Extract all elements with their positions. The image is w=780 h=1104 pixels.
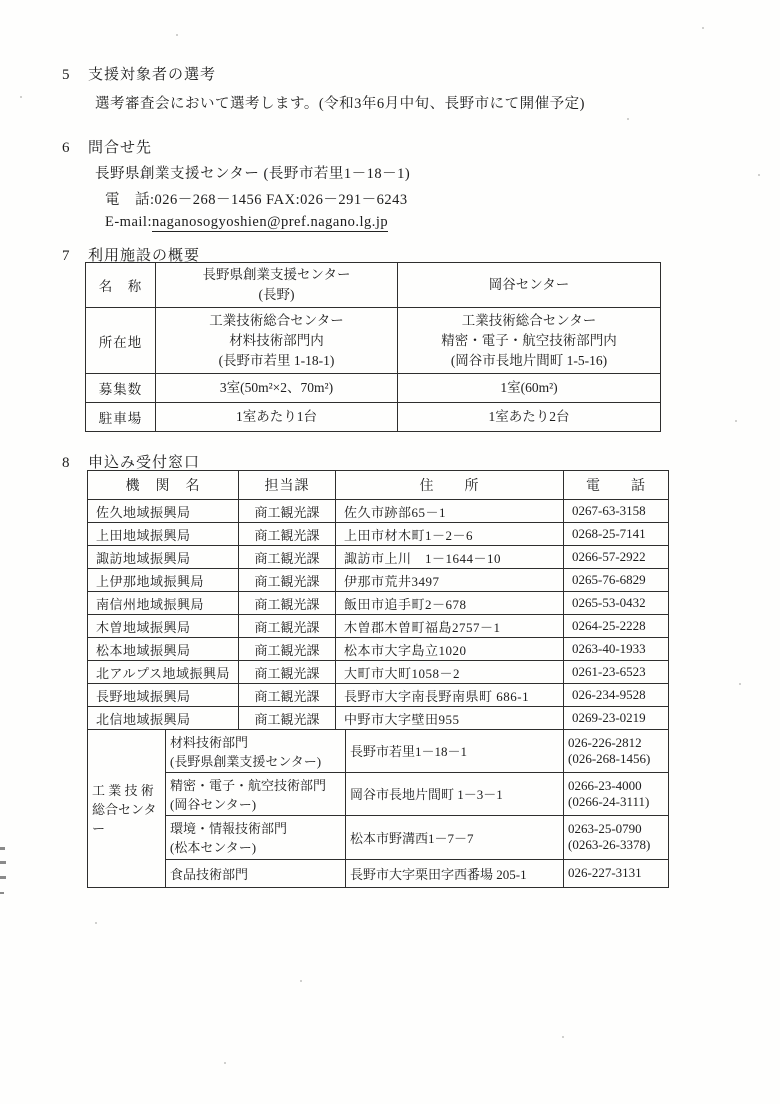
- addr-cell: 上田市材木町1－2－6: [336, 523, 564, 546]
- dept-cell: 商工観光課: [239, 546, 336, 569]
- facility-overview-table: [85, 262, 661, 432]
- section-selection: [62, 63, 585, 113]
- nagano-name-cell: [156, 263, 398, 308]
- table-row: [86, 403, 661, 432]
- section-6-number: 6: [62, 140, 71, 156]
- addr-cell: 長野市若里1－18－1: [346, 729, 564, 772]
- okaya-parking-cell: 1室あたり2台: [398, 403, 661, 432]
- addr-cell: 岡谷市長地片間町 1－3－1: [346, 772, 564, 815]
- tel-cell: 0269-23-0219: [564, 707, 669, 730]
- dept-cell: 商工観光課: [239, 707, 336, 730]
- section-8-heading: [62, 451, 200, 472]
- section-5-body: 選考審査会において選考します。(令和3年6月中旬、長野市にて開催予定): [95, 96, 585, 112]
- dept-cell: [166, 815, 346, 859]
- email-label: E-mail:: [105, 214, 152, 230]
- table-row: [86, 308, 661, 374]
- section-contact: [62, 136, 410, 231]
- tel-cell: 0261-23-6523: [564, 661, 669, 684]
- cell-line: 026-227-3131: [568, 865, 642, 880]
- org-cell: 北アルプス地域振興局: [88, 661, 239, 684]
- org-cell: 木曽地域振興局: [88, 615, 239, 638]
- dept-cell: 商工観光課: [239, 523, 336, 546]
- cell-line: (松本センター): [170, 840, 257, 855]
- org-cell: 松本地域振興局: [88, 638, 239, 661]
- tel-cell: 0266-57-2922: [564, 546, 669, 569]
- section-application: [62, 451, 200, 472]
- tel-cell: 0265-53-0432: [564, 592, 669, 615]
- dept-cell: 商工観光課: [239, 615, 336, 638]
- section-8-number: 8: [62, 455, 71, 471]
- cell-line: 材料技術部門: [170, 734, 249, 750]
- nagano-parking-cell: 1室あたり1台: [156, 403, 398, 432]
- tel-cell: 0264-25-2228: [564, 615, 669, 638]
- section-6-title: 問合せ先: [88, 140, 153, 156]
- table-row: [88, 523, 669, 546]
- section-8-title: 申込み受付窓口: [88, 455, 201, 471]
- facility-table: [85, 262, 661, 432]
- cell-line: 岡谷センター: [488, 277, 570, 292]
- table-row: [86, 374, 661, 403]
- cell-line: 工 業 技 術: [92, 782, 154, 798]
- section-7-title: 利用施設の概要: [88, 248, 201, 264]
- tel-cell: 0265-76-6829: [564, 569, 669, 592]
- tel-cell: [564, 729, 669, 772]
- table-row: [88, 638, 669, 661]
- group-label-cell: [88, 729, 166, 887]
- org-cell: 南信州地域振興局: [88, 592, 239, 615]
- table-row: [88, 592, 669, 615]
- addr-cell: 松本市大字島立1020: [336, 638, 564, 661]
- addr-cell: 伊那市荒井3497: [336, 569, 564, 592]
- table-row: [88, 729, 669, 772]
- dept-cell: [166, 729, 346, 772]
- section-6-heading: [62, 136, 410, 157]
- dept-cell: 商工観光課: [239, 684, 336, 707]
- tel-cell: 0268-25-7141: [564, 523, 669, 546]
- cell-line: ー: [92, 820, 106, 836]
- cell-line: 工業技術総合センター: [461, 312, 597, 328]
- col-header-org: 機 関 名: [88, 471, 239, 500]
- table-row: [88, 500, 669, 523]
- table-row: [88, 707, 669, 730]
- cell-line: 0266-23-4000: [568, 777, 642, 793]
- contact-email-line: [105, 214, 410, 231]
- cell-line: (0266-24-3111): [568, 793, 650, 809]
- col-header-tel: 電 話: [564, 471, 669, 500]
- cell-line: (長野県創業支援センター): [170, 753, 322, 769]
- col-header-addr: 住 所: [336, 471, 564, 500]
- table-row: [88, 546, 669, 569]
- nagano-rooms-cell: 3室(50m²×2、70m²): [156, 374, 398, 403]
- offices-table: [87, 470, 669, 730]
- tel-cell: 0267-63-3158: [564, 500, 669, 523]
- table-row: [88, 772, 669, 815]
- cell-line: (長野市若里 1-18-1): [218, 352, 335, 368]
- cell-line: (026-268-1456): [568, 750, 651, 766]
- section-5-title: 支援対象者の選考: [88, 67, 217, 83]
- row-label: 所在地: [86, 308, 156, 374]
- addr-cell: 佐久市跡部65－1: [336, 500, 564, 523]
- tel-cell: 0263-40-1933: [564, 638, 669, 661]
- addr-cell: 長野市大字南長野南県町 686-1: [336, 684, 564, 707]
- cell-line: 食品技術部門: [170, 866, 249, 882]
- org-cell: 上田地域振興局: [88, 523, 239, 546]
- cell-line: 工業技術総合センター: [209, 312, 344, 328]
- tech-center-subtable: [87, 729, 669, 888]
- cell-line: 精密・電子・航空技術部門内: [441, 332, 617, 348]
- table-row: [88, 661, 669, 684]
- dept-cell: 商工観光課: [239, 661, 336, 684]
- row-label: 駐車場: [86, 403, 156, 432]
- tel-cell: [564, 815, 669, 859]
- cell-line: (岡谷センター): [170, 796, 257, 812]
- okaya-name-cell: [398, 263, 661, 308]
- cell-line: 長野県創業支援センター: [202, 267, 351, 282]
- org-cell: 諏訪地域振興局: [88, 546, 239, 569]
- cell-line: (長野): [258, 287, 295, 302]
- row-label: 募集数: [86, 374, 156, 403]
- cell-line: 材料技術部門内: [229, 332, 324, 348]
- section-5-number: 5: [62, 67, 71, 83]
- nagano-address-cell: [156, 308, 398, 374]
- okaya-address-cell: [398, 308, 661, 374]
- email-address: naganosogyoshien@pref.nagano.lg.jp: [152, 214, 389, 230]
- addr-cell: 飯田市追手町2－678: [336, 592, 564, 615]
- addr-cell: 木曽郡木曽町福島2757－1: [336, 615, 564, 638]
- col-header-dept: 担当課: [239, 471, 336, 500]
- table-row: [88, 684, 669, 707]
- addr-cell: 松本市野溝西1－7－7: [346, 815, 564, 859]
- org-cell: 北信地域振興局: [88, 707, 239, 730]
- tel-cell: [564, 859, 669, 887]
- cell-line: 精密・電子・航空技術部門: [170, 777, 327, 793]
- cell-line: 0263-25-0790: [568, 821, 642, 836]
- org-cell: 長野地域振興局: [88, 684, 239, 707]
- table-row: [88, 569, 669, 592]
- dept-cell: 商工観光課: [239, 569, 336, 592]
- row-label: 名 称: [86, 263, 156, 308]
- addr-cell: 中野市大字壁田955: [336, 707, 564, 730]
- dept-cell: 商工観光課: [239, 592, 336, 615]
- tel-cell: [564, 772, 669, 815]
- cell-line: 環境・情報技術部門: [170, 821, 288, 836]
- cell-line: (岡谷市長地片間町 1-5-16): [450, 352, 608, 368]
- addr-cell: 諏訪市上川 1－1644－10: [336, 546, 564, 569]
- contact-phone-line: 電 話:026－268－1456 FAX:026－291－6243: [105, 192, 408, 208]
- table-row: [88, 815, 669, 859]
- application-windows-table: [87, 470, 669, 888]
- addr-cell: 長野市大字栗田字西番場 205-1: [346, 859, 564, 887]
- org-cell: 佐久地域振興局: [88, 500, 239, 523]
- org-cell: 上伊那地域振興局: [88, 569, 239, 592]
- cell-line: 総合センタ: [92, 801, 157, 817]
- dept-cell: [166, 859, 346, 887]
- cell-line: (0263-26-3378): [568, 837, 651, 852]
- section-5-heading: [62, 63, 585, 84]
- dept-cell: 商工観光課: [239, 638, 336, 661]
- table-row: [88, 859, 669, 887]
- tel-cell: 026-234-9528: [564, 684, 669, 707]
- okaya-rooms-cell: 1室(60m²): [398, 374, 661, 403]
- table-row: [86, 263, 661, 308]
- cell-line: 026-226-2812: [568, 734, 642, 750]
- contact-center-line: 長野県創業支援センター (長野市若里1－18－1): [95, 166, 411, 182]
- addr-cell: 大町市大町1058－2: [336, 661, 564, 684]
- dept-cell: 商工観光課: [239, 500, 336, 523]
- dept-cell: [166, 772, 346, 815]
- section-7-number: 7: [62, 248, 71, 264]
- header-row: [88, 471, 669, 500]
- table-row: [88, 615, 669, 638]
